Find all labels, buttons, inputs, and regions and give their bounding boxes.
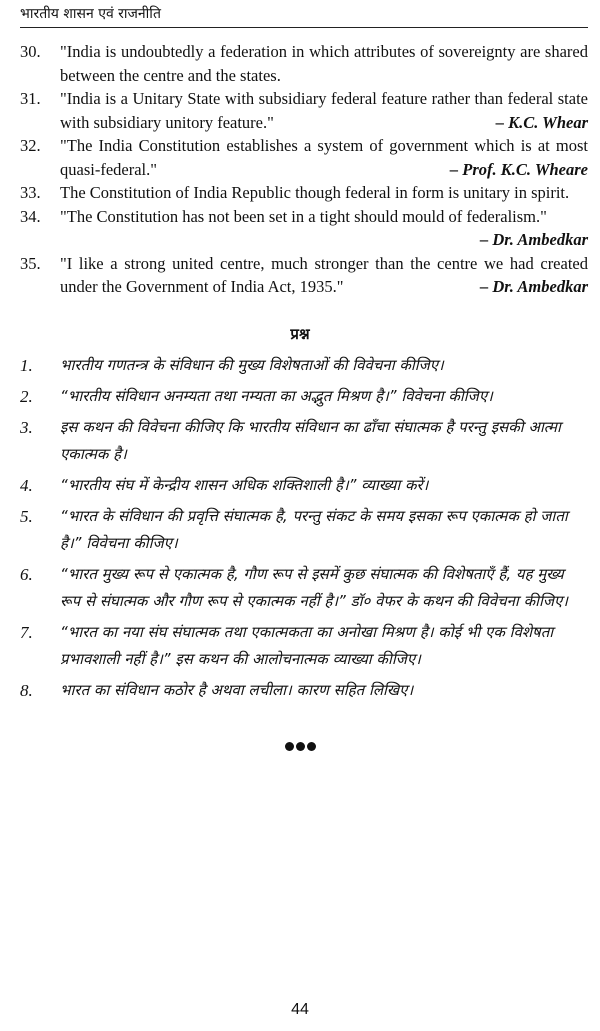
list-item	[20, 87, 588, 134]
list-item	[20, 472, 588, 499]
attribution: – K.C. Whear	[495, 112, 588, 132]
questions-heading: प्रश्न	[290, 325, 310, 343]
item-text: “भारत का नया संघ संघात्मक तथा एकात्मकता का अनोखा मिश्रण है। कोई भी एक विशेषता प्रभावशाली नहीं है।” इस कथन की आलोचनात्मक व्याख्या कीजिए।	[60, 623, 554, 668]
list-item	[20, 619, 588, 673]
section-end-ornament	[0, 735, 600, 756]
list-item	[20, 414, 588, 468]
english-quotes-list	[20, 40, 588, 299]
list-item	[20, 40, 588, 87]
list-item	[20, 134, 588, 181]
item-text-wrapper	[60, 134, 588, 181]
item-text: इस कथन की विवेचना कीजिए कि भारतीय संविधान का ढाँचा संघात्मक है परन्तु इसकी आत्मा एकात्मक है।	[60, 418, 561, 463]
attribution: – Dr. Ambedkar	[479, 277, 588, 296]
list-item	[20, 503, 588, 557]
item-number: 7.	[20, 623, 33, 642]
item-text: "India is a Unitary State with subsidiary federal feature rather than federal state with subsidiary unitory feature."	[60, 89, 588, 132]
list-item	[20, 383, 588, 410]
item-number: 30.	[20, 42, 41, 61]
item-number: 31.	[20, 89, 41, 108]
item-number: 33.	[20, 183, 41, 202]
attribution: – Dr. Ambedkar	[479, 230, 588, 249]
item-text: "India is undoubtedly a federation in which attributes of sovereignty are shared between the centre and the states.	[60, 42, 588, 85]
item-text: "The Constitution has not been set in a tight should mould of federalism."	[60, 206, 547, 226]
item-number: 4.	[20, 476, 33, 495]
item-number: 6.	[20, 565, 33, 584]
list-item	[20, 181, 588, 205]
item-number: 3.	[20, 418, 33, 437]
item-number: 8.	[20, 681, 33, 700]
ornament-dot-icon	[296, 742, 305, 751]
list-item	[20, 561, 588, 615]
list-item	[20, 677, 588, 704]
item-text: “भारतीय संघ में केन्द्रीय शासन अधिक शक्तिशाली है।” व्याख्या करें।	[60, 476, 429, 494]
list-item	[20, 205, 588, 252]
attribution: – Prof. K.C. Wheare	[449, 159, 588, 179]
running-head: भारतीय शासन एवं राजनीति	[20, 4, 588, 28]
item-number: 5.	[20, 507, 33, 526]
page-number: 44	[291, 1001, 309, 1018]
item-number: 34.	[20, 206, 41, 226]
list-item	[20, 252, 588, 299]
item-text: “भारत मुख्य रूप से एकात्मक है, गौण रूप से इसमें कुछ संघात्मक की विशेषताएँ हैं, यह मुख्य रूप से संघात्मक और गौण रूप से एकात्मक नहीं है।” डॉ० वेफर के कथन की विवेचना कीजिए।	[60, 565, 568, 610]
ornament-dot-icon	[307, 742, 316, 751]
item-number: 32.	[20, 136, 41, 155]
item-text: भारत का संविधान कठोर है अथवा लचीला। कारण सहित लिखिए।	[60, 681, 414, 699]
item-text: "The India Constitution establishes a system of government which is at most quasi-federal."	[60, 136, 588, 179]
item-text: "I like a strong united centre, much stronger than the centre we had created under the Government of India Act, 1935."	[60, 253, 588, 296]
item-number: 35.	[20, 253, 41, 273]
list-item	[20, 352, 588, 379]
item-text-wrapper	[60, 252, 588, 299]
item-text-wrapper	[60, 87, 588, 134]
hindi-questions-list	[20, 352, 588, 708]
ornament-dot-icon	[285, 742, 294, 751]
item-text: “भारतीय संविधान अनम्यता तथा नम्यता का अद्भुत मिश्रण है।” विवेचना कीजिए।	[60, 387, 493, 405]
item-text: The Constitution of India Republic though federal in form is unitary in spirit.	[60, 183, 570, 202]
item-number: 2.	[20, 387, 33, 406]
item-text: “भारत के संविधान की प्रवृत्ति संघात्मक है, परन्तु संकट के समय इसका रूप एकात्मक हो जाता है।” विवेचना कीजिए।	[60, 507, 568, 552]
item-text: भारतीय गणतन्त्र के संविधान की मुख्य विशेषताओं की विवेचना कीजिए।	[60, 356, 444, 374]
item-number: 1.	[20, 356, 33, 375]
item-text-wrapper	[60, 205, 588, 252]
